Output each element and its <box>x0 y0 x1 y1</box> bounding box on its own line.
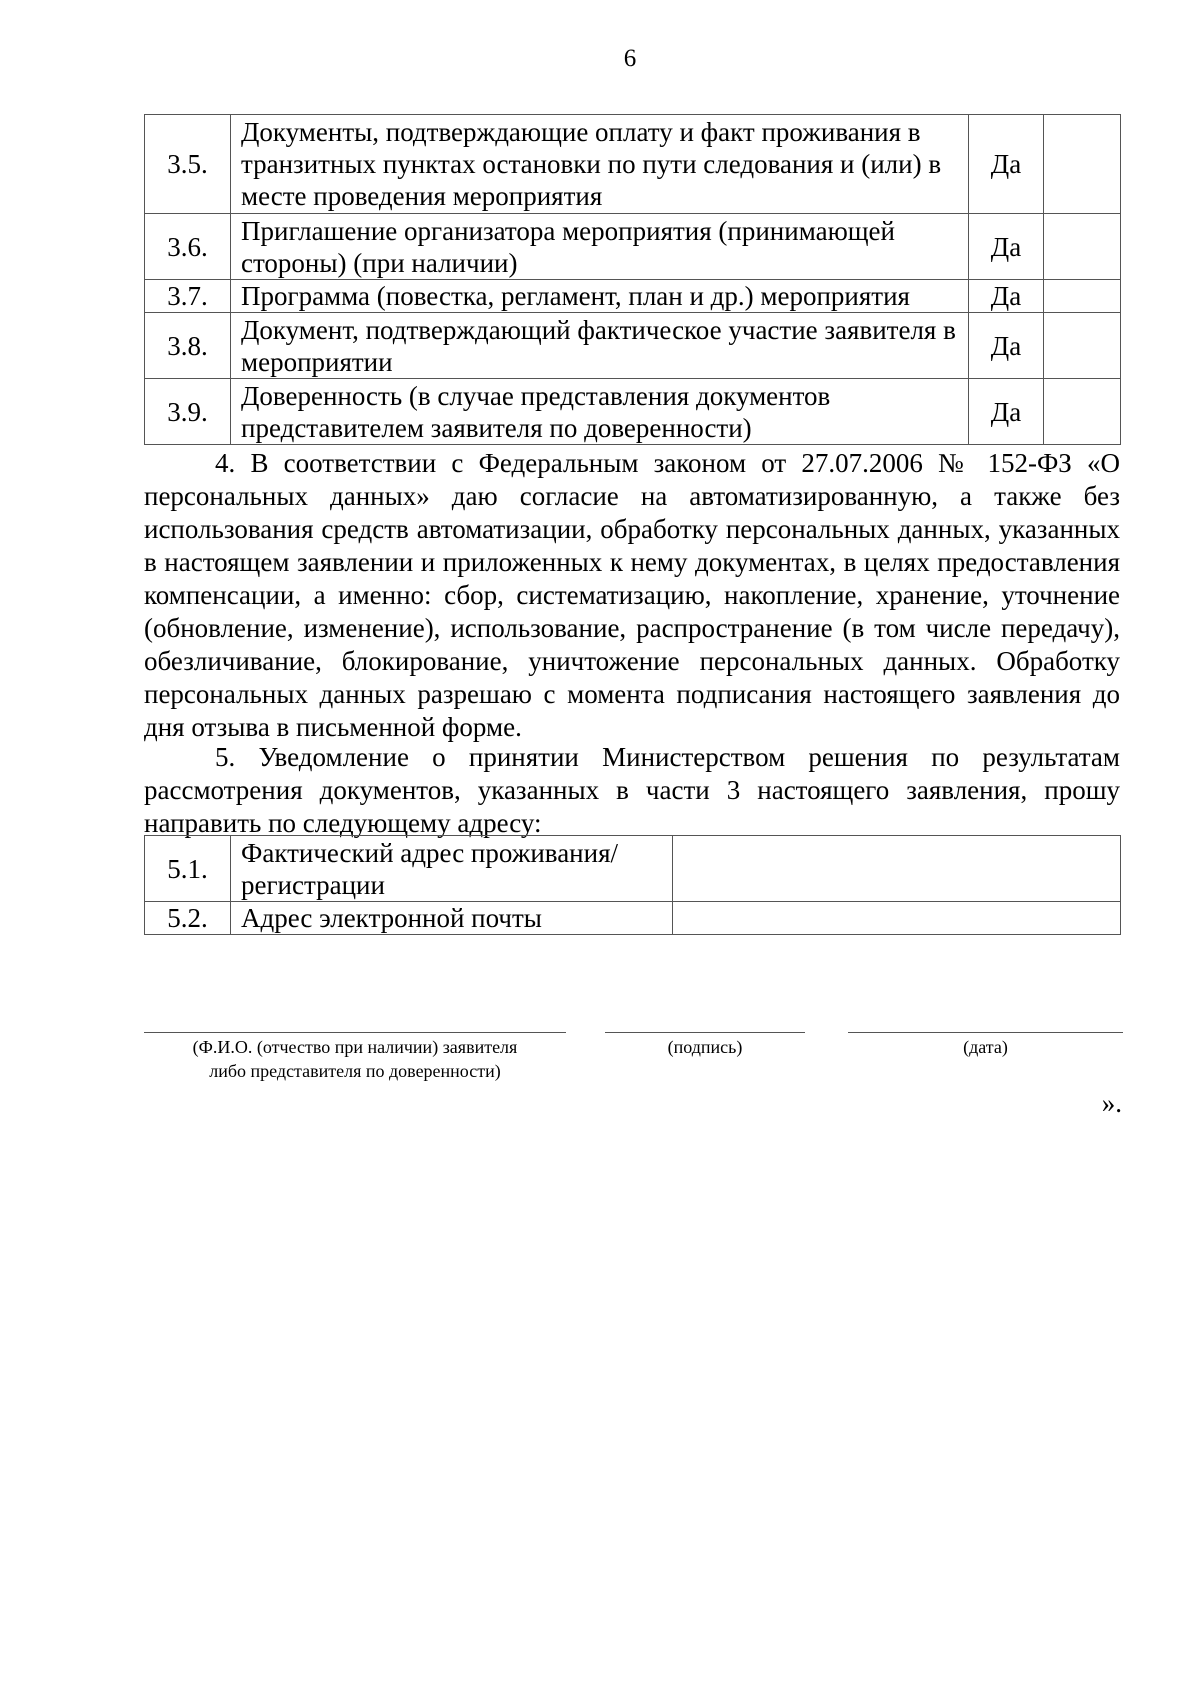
fio-signature-line[interactable] <box>144 1032 566 1083</box>
closing-quote: ». <box>1101 1088 1122 1118</box>
row-text: Программа (повестка, регламент, план и др.) мероприятия <box>231 280 969 313</box>
notification-paragraph: 5. Уведомление о принятии Министерством решения по результатам рассмотрения документов, указанных в части 3 настоящего заявления, прошу направить по следующему адресу: <box>144 742 1120 838</box>
address-table <box>144 835 1121 935</box>
row-extra-cell <box>1044 379 1121 445</box>
row-text: Приглашение организатора мероприятия (принимающей стороны) (при наличии) <box>231 214 969 280</box>
row-value-cell[interactable] <box>673 836 1121 902</box>
row-number: 3.7. <box>145 280 231 313</box>
page-number: 6 <box>623 45 637 72</box>
row-label: Фактический адрес проживания/ регистрации <box>231 836 673 902</box>
table-row <box>145 115 1121 214</box>
date-caption: (дата) <box>963 1037 1008 1057</box>
date-line[interactable] <box>848 1032 1123 1059</box>
row-number: 3.8. <box>145 313 231 379</box>
row-number: 5.1. <box>145 836 231 902</box>
fio-caption-line2: либо представителя по доверенности) <box>209 1061 501 1081</box>
row-value-cell[interactable] <box>673 902 1121 935</box>
documents-table <box>144 114 1121 445</box>
row-extra-cell <box>1044 214 1121 280</box>
row-answer: Да <box>969 379 1044 445</box>
row-extra-cell <box>1044 313 1121 379</box>
signature-line[interactable] <box>605 1032 805 1059</box>
row-text: Документы, подтверждающие оплату и факт проживания в транзитных пунктах остановки по пути следования и (или) в месте проведения мероприятия <box>231 115 969 214</box>
row-text: Документ, подтверждающий фактическое участие заявителя в мероприятии <box>231 313 969 379</box>
row-answer: Да <box>969 280 1044 313</box>
row-extra-cell <box>1044 280 1121 313</box>
row-answer: Да <box>969 115 1044 214</box>
fio-caption-line1: (Ф.И.О. (отчество при наличии) заявителя <box>192 1037 518 1057</box>
row-text: Доверенность (в случае представления документов представителем заявителя по доверенности) <box>231 379 969 445</box>
row-extra-cell <box>1044 115 1121 214</box>
table-row <box>145 313 1121 379</box>
table-row <box>145 214 1121 280</box>
row-number: 3.9. <box>145 379 231 445</box>
row-answer: Да <box>969 214 1044 280</box>
row-number: 3.6. <box>145 214 231 280</box>
signature-caption: (подпись) <box>667 1037 743 1057</box>
consent-paragraph: 4. В соответствии с Федеральным законом от 27.07.2006 № 152-ФЗ «О персональных данных» даю согласие на автоматизированную, а также без использования средств автоматизации, обработку персональных данных, указанных в настоящем заявлении и приложенных к нему документах, в целях предоставления компенсации, а именно: сбор, систематизацию, накопление, хранение, уточнение (обновление, изменение), использование, распространение (в том числе передачу), обезличивание, блокирование, уничтожение персональных данных. Обработку персональных данных разрешаю с момента подписания настоящего заявления до дня отзыва в письменной форме. <box>144 448 1120 742</box>
table-row <box>145 280 1121 313</box>
row-number: 5.2. <box>145 902 231 935</box>
table-row <box>145 379 1121 445</box>
table-row <box>145 836 1121 902</box>
row-label: Адрес электронной почты <box>231 902 673 935</box>
row-number: 3.5. <box>145 115 231 214</box>
table-row <box>145 902 1121 935</box>
row-answer: Да <box>969 313 1044 379</box>
